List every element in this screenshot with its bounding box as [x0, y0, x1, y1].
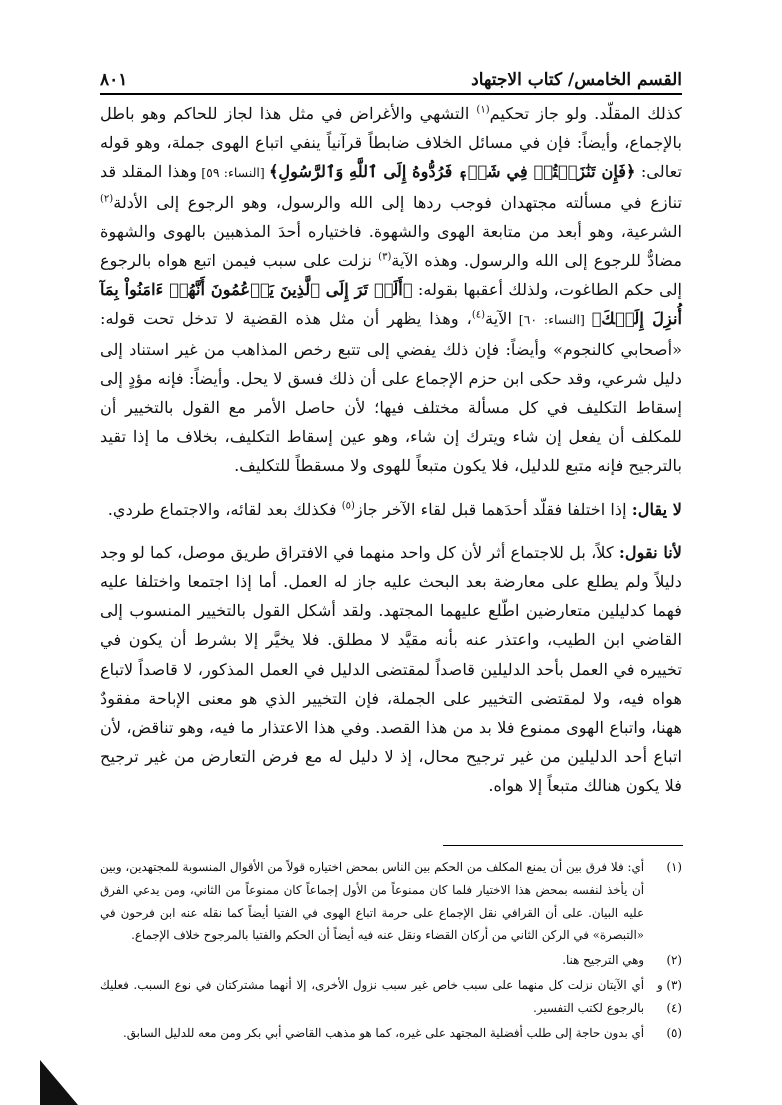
running-title: القسم الخامس/ كتاب الاجتهاد [471, 70, 682, 90]
footnote [100, 1022, 682, 1045]
objection-lead: لا يقال: [631, 499, 682, 519]
quran-verse: ﴿أَلَمۡ تَرَ إِلَى ٱلَّذِينَ يَزۡعُمُونَ أَنَّهُمۡ ءَامَنُواْ بِمَآ أُنزِلَ إِلَيۡكَ﴾ [100, 280, 682, 329]
footnote-ref[interactable]: (٣) [378, 251, 392, 263]
footnote-ref[interactable]: (٥) [341, 500, 355, 512]
quran-verse: ﴿فَإِن تَنَٰزَعۡتُمۡ فِي شَيۡءٖ فَرُدُّوهُ إِلَى ٱللَّهِ وَٱلرَّسُولِ﴾ [268, 162, 636, 182]
footnote [100, 974, 682, 1020]
paragraph-3 [100, 538, 682, 801]
footnote [100, 949, 682, 972]
verse-reference: [النساء: ٦٠] [511, 312, 592, 328]
main-text [100, 99, 682, 801]
text-run: الآية [485, 309, 512, 329]
footnote-separator [443, 845, 683, 846]
footnote-text: أي الآيتان نزلت كل منهما على سبب خاص غير سبب نزول الأخرى، إلا أنهما مشتركتان في نوع السبب. فعليك بالرجوع لكتب التفسير. [100, 977, 644, 1015]
paragraph-1 [100, 99, 682, 481]
page-number: ٨٠١ [100, 70, 128, 90]
scan-corner-shadow [40, 1060, 78, 1105]
footnote-text: وهي الترجيح هنا. [562, 953, 644, 968]
footnote-ref[interactable]: (٢) [100, 193, 114, 205]
text-run: وهذا المقلد قد تنازع في مسألته مجتهدان فوجب ردها إلى الله والرسول، وهو الرجوع إلى الأدلة [100, 162, 682, 212]
footnote-ref[interactable]: (١) [476, 104, 490, 116]
footnotes [100, 856, 682, 1046]
text-run: الشرعية، وهو أبعد من متابعة الهوى والشهوة. فاختياره أحدَ المذهبين بالهوى والشهوة مضادٌّ للرجوع إلى الله والرسول. وهذه الآية [100, 221, 682, 271]
text-run: فكذلك بعد لقائه، والاجتماع طردي. [107, 499, 342, 519]
verse-reference: [النساء: ٥٩] [197, 165, 269, 181]
footnote [100, 856, 682, 947]
footnote-ref[interactable]: (٤) [471, 310, 486, 322]
footnote-number: (١) [666, 860, 682, 874]
footnote-number: (٢) [666, 953, 682, 968]
text-run: إذا اختلفا فقلّد أحدَهما قبل لقاء الآخر جاز [354, 499, 632, 519]
footnote-number: (٥) [666, 1025, 682, 1040]
text-run: نزلت على سبب فيمن اتبع هواه بالرجوع إلى حكم الطاغوت، ولذلك أعقبها بقوله: [100, 251, 682, 300]
text-run: التشهي والأغراض في مثل هذا لجاز للحاكم وهو باطل بالإجماع، وأيضاً: فإن في مسائل الخلاف ضابطاً قرآنياً ينفي اتباع الهوى جملة، وهو قوله تعالى: [100, 104, 682, 182]
text-run: كلاً، بل للاجتماع أثر لأن كل واحد منهما في الافتراق طريق موصل، كما لو وجد دليلاً ولم يطلع على معارضة بعد البحث عليه جاز له العمل. أما إذا اجتمعا واختلفا عليه فهما كدليلين متعارضين اطّلع عليهما المجتهد. ولقد أشكل القول بالتخيير المنسوب إلى القاضي ابن الطيب، واعتذر عنه بأنه مقيَّد لا مطلق. فلا يخيَّر إلا بشرط أن يكون في تخييره في العمل بأحد الدليلين قاصداً لمقتضى الدليل في العمل المذكور، لا قاصداً لاتباع هواه فيه، ولا لمقتضى التخيير على الجملة، فإن التخيير الذي هو معنى الإباحة مفقودٌ ههنا، واتباع الهوى ممنوع فلا بد من هذا القصد. وفي هذا الاعتذار ما فيه، وهو تناقض، لأن اتباع أحد الدليلين من غير ترجيح محال، إذ لا دليل له مع فرض التعارض من غير ترجيح فلا يكون هنالك متبعاً إلا هواه. [100, 542, 682, 796]
paragraph-2 [100, 495, 682, 524]
header-rule [100, 93, 682, 95]
reply-lead: لأنا نقول: [618, 542, 682, 562]
footnote-text: أي: فلا فرق بين أن يمنع المكلف من الحكم بين الناس بمحض اختياره قولاً من الأقوال المنسوبة للمجتهدين، وبين أن يأخذ لنفسه بمحض هذا الاختيار فلما كان ممنوعاً من الأول إجماعاً كان ممنوعاً من الثاني، ومن يدعي الفرق عليه البيان. على أن القرافي نقل الإجماع على حرمة اتباع الهوى في الفتيا أيضاً كما نقله عنه ابن فرحون في «التبصرة» في الركن الثاني من أركان القضاء ونقل عنه فيه أيضاً أن الحكم والفتيا بالمرجوح خلاف الإجماع. [100, 860, 644, 943]
text-run: ، وهذا يظهر أن مثل هذه القضية لا تدخل تحت قوله: «أصحابي كالنجوم» وأيضاً: فإن ذلك يفضي إلى تتبع رخص المذاهب من غير استناد إلى دليل شرعي، وقد حكى ابن حزم الإجماع على أن ذلك فسق لا يحل. وأيضاً: فإنه مؤدٍ إلى إسقاط التكليف في كل مسألة مختلف فيها؛ لأن حاصل الأمر مع القول بالتخيير أن للمكلف أن يفعل إن شاء ويترك إن شاء، وهو عين إسقاط التكليف، بخلاف ما إذا تقيد بالترجيح فإنه متبع للدليل، فلا يكون متبعاً للهوى ولا مسقطاً للتكليف. [100, 309, 682, 476]
text-run: كذلك المقلّد. ولو جاز تحكيم [489, 104, 682, 123]
footnote-number: (٣) و (٤) [656, 977, 682, 1015]
page-header [100, 58, 682, 90]
footnote-text: أي بدون حاجة إلى طلب أفضلية المجتهد على غيره، كما هو مذهب القاضي أبي بكر ومن معه للدليل السابق. [123, 1025, 644, 1040]
